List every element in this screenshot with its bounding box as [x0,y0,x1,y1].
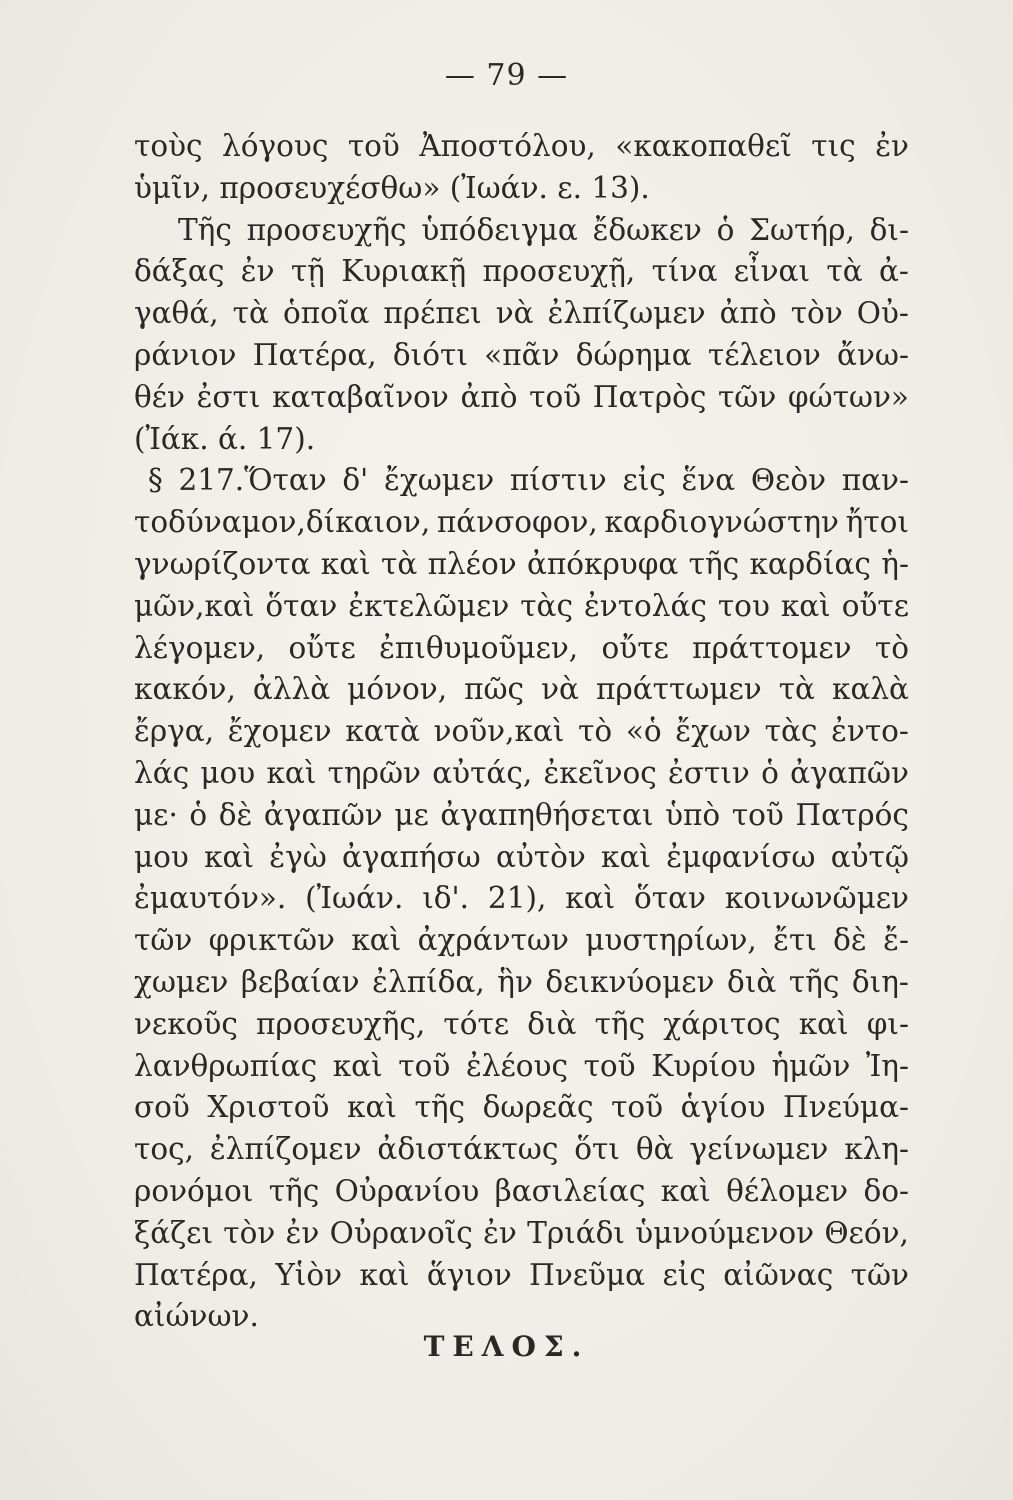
text-line: ὑμῖν, προσευχέσθω» (Ἰωάν. ε. 13). [134,170,650,205]
word: ἀγαπῶν [263,797,383,832]
word: § [148,463,163,498]
word: τῶν [717,379,777,414]
word: καὶ [320,546,371,581]
word: Θεὸν [750,463,827,498]
word: πίστιν [509,463,607,498]
text-line [134,377,909,419]
word: ξάζει [134,1215,214,1250]
text-line [134,126,909,168]
text-line [134,711,909,753]
word: «κακοπαθεῖ [615,129,792,163]
word: ἐλέους [465,1048,568,1083]
word: τοῦ [398,1048,451,1083]
word: διη- [851,964,909,999]
body-text [134,126,909,1338]
word: ὁ [761,755,779,790]
text-line [134,962,909,1004]
word: τῶν [134,923,193,958]
word: ἡμῶν [771,1048,851,1083]
word: χάριτος [663,1006,781,1041]
word: τέλειον [707,337,821,372]
word: γαθά, [134,296,219,331]
word: δεικνύομεν [545,964,715,999]
word: με [394,797,429,832]
word: ἀχράντων [417,923,569,958]
word: τὸν [790,296,843,331]
word: 217.Ὅταν [178,463,327,498]
text-line [134,1129,909,1171]
word: τοῦ [347,129,400,163]
word: μόνον, [347,672,448,707]
word: «πᾶν [484,337,560,372]
word: μου [134,839,189,874]
word: χωμεν [134,964,229,999]
text-line [134,544,909,586]
word: ὅταν [634,881,706,916]
word: τὸ [874,630,909,665]
word: καὶ [780,588,831,623]
text-line [134,1255,909,1297]
word: τὸ [578,714,613,749]
word: ἐν [483,1215,517,1250]
word: ἐλπίζομεν [209,1132,362,1167]
word: ἐμαυτόν». [134,881,287,916]
word: τὰ [232,296,269,331]
word: κακόν, [134,672,236,707]
word: σοῦ [134,1090,190,1125]
word: διὰ [527,1006,577,1041]
word: προσευχῆς [246,212,407,247]
word: αἰῶνας [723,1257,834,1292]
word: νοῦν,καὶ [433,714,565,749]
word: λανθρωπίας [134,1048,318,1083]
word: τῆς [594,1006,646,1041]
word: τίνα [651,254,718,289]
word: καταβαῖνον [272,379,449,414]
word: εἰς [662,1257,706,1292]
word: Ἰη- [865,1048,909,1083]
word: κλη- [844,1132,909,1167]
word: Πνεύμα- [783,1090,909,1125]
word: νὰ [541,672,579,707]
word: Τριάδι [527,1215,625,1250]
word: θέν [134,379,185,414]
word: ἐγὼ [269,839,327,874]
word: ἀδιστάκτως [377,1132,559,1167]
word: ὑπὸ [665,797,721,832]
word: ἐλπίζωμεν [547,296,706,331]
word: τὰς [520,588,573,623]
word: ἀπὸ [719,296,777,331]
word: Οὐρανοῖς [329,1215,473,1250]
word: ὁ [716,212,735,247]
word: Τῆς [178,212,232,247]
word: τῆς [788,964,840,999]
word: καὶ [601,839,651,874]
word: Οὐρανίου [334,1173,480,1208]
end-mark: ΤΕΛΟΣ. [423,1330,590,1363]
text-line [134,251,909,293]
text-line [134,1171,909,1213]
word: γείνωμεν [689,1132,829,1167]
word: δωρεᾶς [482,1090,594,1125]
word: τοὺς [134,129,203,163]
word: δώρημα [575,337,692,372]
text-line [134,1004,909,1046]
word: τοδύναμον,δίκαιον, [134,505,431,540]
word: τῇ [290,254,325,289]
word: δὲ [218,797,253,832]
text-line [134,753,909,795]
word: ἐκεῖνος [543,755,657,790]
word: ἔδωκεν [592,212,702,247]
word: καὶ [798,1006,849,1041]
text-line [134,1213,909,1255]
word: εἶναι [733,254,811,289]
word: ρονόμοι [134,1173,254,1208]
word: ἐλπίδα, [372,964,485,999]
word: τοῦ [529,379,582,414]
word: τὰς [764,714,818,749]
word: θὰ [635,1132,674,1167]
word: Πατέρα, [252,337,377,372]
word: φρικτῶν [208,923,335,958]
text-line [134,293,909,335]
text-line: αἰώνων. [134,1299,259,1334]
word: μῶν,καὶ [134,588,255,623]
word: ἀπὸ [460,379,518,414]
word: πῶς [464,672,525,707]
word: ἔχωμεν [383,463,495,498]
word: ἐστι [196,379,261,414]
word: παν- [841,463,909,498]
word: Οὐ- [856,296,909,331]
word: τῶν [850,1257,909,1292]
word: λάς [134,755,190,790]
word: ἐντο- [831,714,909,749]
word: τῆς [268,1173,320,1208]
word: πάνσοφον, [436,505,598,540]
word: ἁγίου [680,1090,766,1125]
word: τοῦ [611,1090,664,1125]
word: τος, [134,1132,194,1167]
word: δ' [342,463,369,498]
text-line [134,628,909,670]
word: αὐτὸν [495,839,586,874]
word: προσευχῇ, [482,254,636,289]
word: Ἀποστόλου, [419,129,596,163]
word: Πνεῦμα [529,1257,646,1292]
text-line [134,669,909,711]
word: ἔ- [883,923,909,958]
word: λέγομεν, [134,630,266,665]
word: Πατέρα, [134,1257,258,1292]
word: ιδ'. [422,881,470,916]
word: ὅτι [574,1132,620,1167]
word: καὶ [565,881,616,916]
word: κατὰ [345,714,420,749]
word: Θεόν, [824,1215,909,1250]
word: ἀγαπηθήσεται [440,797,654,832]
text-line [134,460,909,502]
word: προσευχῆς, [256,1006,426,1041]
text-line: (Ἰάκ. ά. 17). [134,421,316,456]
word: καὶ [204,839,255,874]
word: ράνιον [134,337,237,372]
word: τηρῶν [327,755,421,790]
text-line [134,1046,909,1088]
word: δι- [869,212,909,247]
word: ἣν [497,964,533,999]
word: πράττομεν [692,630,852,665]
word: καὶ [660,1173,711,1208]
word: οὔτε [841,588,909,623]
word: καλὰ [832,672,909,707]
word: βασιλείας [494,1173,646,1208]
word: (Ἰωάν. [305,881,404,916]
word: ἄνω- [837,337,909,372]
word: ἀγαπήσω [342,839,481,874]
word: ἐν [875,129,909,163]
word: ἐπιθυμοῦμεν, [379,630,579,665]
word: καὶ [359,1257,410,1292]
word: καὶ [351,923,402,958]
word: ἀλλὰ [252,672,331,707]
word: ἐκτελῶμεν [348,588,510,623]
word: 21), [487,881,547,916]
word: ἅγιον [426,1257,512,1292]
word: βεβαίαν [240,964,360,999]
word: ἔχομεν [227,714,332,749]
word: αὐτῷ [830,839,909,874]
word: ἔργα, [134,714,215,749]
word: ἀπόκρυφα [526,546,679,581]
word: ἡ- [881,546,909,581]
word: Υἱὸν [275,1257,343,1292]
word: καρδίας [749,546,871,581]
word: τὰ [381,546,418,581]
word: τὰ [826,254,863,289]
word: πρέπει [383,296,482,331]
word: καὶ [266,755,317,790]
word: Πατρός [795,797,909,832]
word: εἰς [622,463,666,498]
text-line [134,1087,909,1129]
word: Χριστοῦ [207,1090,330,1125]
word: νεκοῦς [134,1006,238,1041]
word: ὑμνούμενον [635,1215,815,1250]
word: πράττωμεν [595,672,762,707]
word: ἀ- [879,254,909,289]
word: ἤτοι [845,505,909,540]
word: διὰ [727,964,777,999]
word: ἐν [240,254,275,289]
word: Κυριακῇ [341,254,467,289]
page-number: — 79 — [444,58,569,93]
word: λόγους [222,129,329,163]
word: ὁποῖα [282,296,370,331]
text-line [134,920,909,962]
word: μου [200,755,256,790]
word: Σωτήρ, [749,212,855,247]
word: τὸν [223,1215,276,1250]
word: οὔτε [601,630,669,665]
word: ἐστιν [668,755,750,790]
text-line [134,335,909,377]
word: «ὁ [625,714,662,749]
word: νὰ [495,296,534,331]
word: ὅταν [265,588,338,623]
word: δὲ [833,923,867,958]
word: ἔχων [675,714,751,749]
text-line [134,878,909,920]
word: θέλομεν [726,1173,849,1208]
word: καρδιογνώστην [604,505,839,540]
word: οὔτε [288,630,356,665]
word: ἐντολάς [583,588,707,623]
word: Κυρίου [651,1048,756,1083]
word: τότε [443,1006,510,1041]
word: τοῦ [583,1048,636,1083]
word: ἐμφανίσω [666,839,816,874]
word: τοῦ [731,797,784,832]
word: τὰ [778,672,815,707]
word: Πατρὸς [592,379,707,414]
text-line [134,795,909,837]
word: του [717,588,770,623]
word: ἔτι [773,923,817,958]
text-line [134,837,909,879]
word: ἀγαπῶν [790,755,909,790]
word: τῆς [414,1090,466,1125]
word: πλέον [427,546,517,581]
word: κοινωνῶμεν [724,881,909,916]
word: γνωρίζοντα [134,546,311,581]
word: καὶ [332,1048,383,1083]
word: με· [134,797,178,832]
word: τῆς [688,546,740,581]
word: δο- [863,1173,909,1208]
word: ἐν [285,1215,320,1250]
word: ἕνα [681,463,736,498]
word: φι- [866,1006,909,1041]
word: φώτων» [787,379,909,414]
word: καὶ [347,1090,397,1125]
word: διότι [392,337,468,372]
word: δάξας [134,254,225,289]
word: αὐτάς, [432,755,533,790]
word: ὑπόδειγμα [421,212,578,247]
text-line [134,502,909,544]
word: ὁ [189,797,208,832]
word: τις [811,129,856,163]
text-line [134,210,909,252]
text-line [134,586,909,628]
word: μυστηρίων, [585,923,757,958]
